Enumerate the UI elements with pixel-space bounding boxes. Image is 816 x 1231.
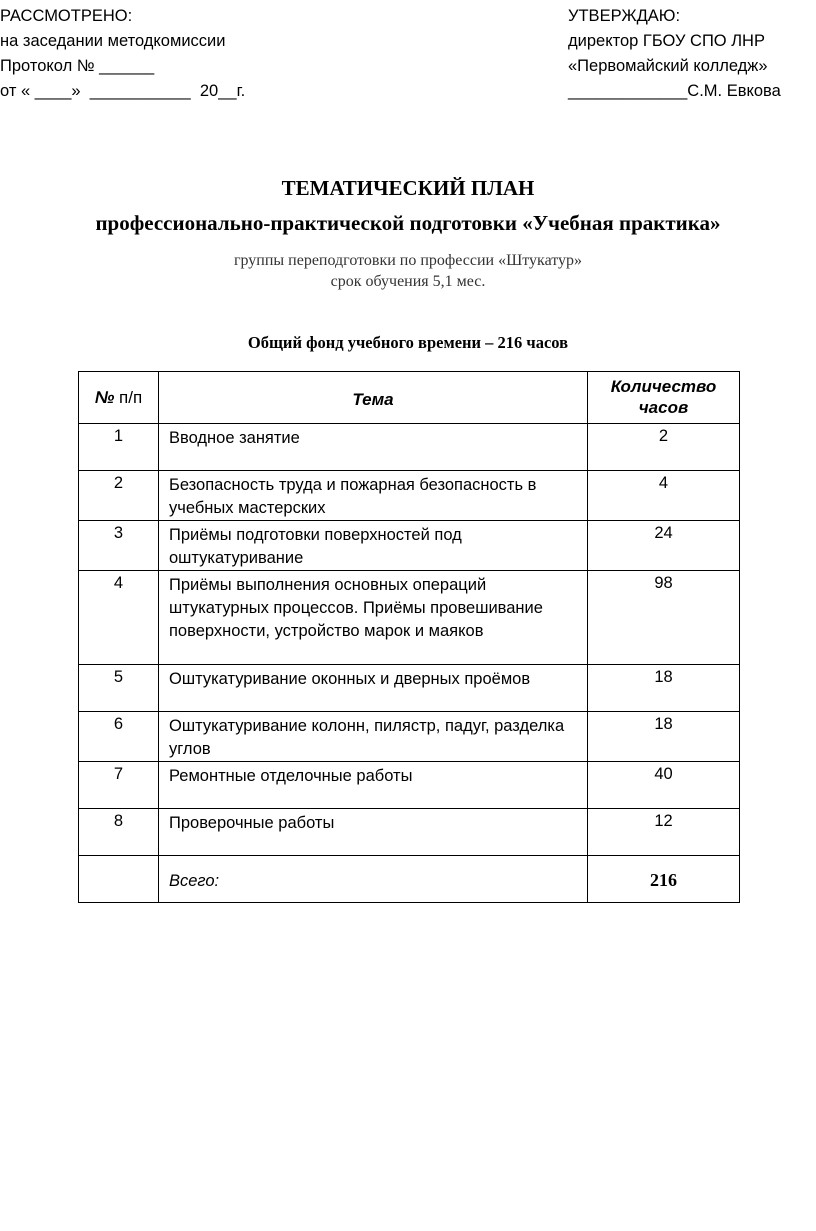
approved-heading: УТВЕРЖДАЮ: bbox=[568, 7, 681, 25]
header-num-suffix: п/п bbox=[114, 387, 143, 407]
row-num: 1 bbox=[79, 424, 159, 471]
row-hours: 24 bbox=[588, 521, 740, 571]
reviewed-date: от « ____» ___________ 20__г. bbox=[0, 82, 246, 100]
reviewed-protocol: Протокол № ______ bbox=[0, 57, 155, 75]
table-row bbox=[79, 762, 740, 809]
table-header-row bbox=[79, 372, 740, 424]
row-topic: Вводное занятие bbox=[159, 424, 588, 471]
table-row bbox=[79, 809, 740, 856]
table-total-row bbox=[79, 856, 740, 903]
row-num: 4 bbox=[79, 571, 159, 665]
duration-line: срок обучения 5,1 мес. bbox=[330, 273, 486, 290]
approval-block-reviewed bbox=[0, 4, 245, 104]
approved-organization: «Первомайский колледж» bbox=[568, 57, 768, 75]
header-num-symbol: № bbox=[94, 387, 115, 407]
table-row bbox=[79, 571, 740, 665]
header-topic: Тема bbox=[159, 372, 588, 424]
total-label: Всего: bbox=[159, 856, 588, 903]
approved-signature: _____________С.М. Евкова bbox=[568, 82, 781, 100]
table-row bbox=[79, 665, 740, 712]
document-title: ТЕМАТИЧЕСКИЙ ПЛАН bbox=[281, 176, 535, 200]
row-topic: Приёмы выполнения основных операций штукатурных процессов. Приёмы провешивание поверхности, устройство марок и маяков bbox=[159, 571, 588, 665]
table-row bbox=[79, 712, 740, 762]
row-topic: Ремонтные отделочные работы bbox=[159, 762, 588, 809]
row-hours: 4 bbox=[588, 471, 740, 521]
table-row bbox=[79, 471, 740, 521]
row-hours: 98 bbox=[588, 571, 740, 665]
total-num-cell bbox=[79, 856, 159, 903]
row-hours: 40 bbox=[588, 762, 740, 809]
header-hours: Количество часов bbox=[588, 372, 740, 424]
table-row bbox=[79, 521, 740, 571]
reviewed-heading: РАССМОТРЕНО: bbox=[0, 7, 133, 25]
reviewed-commission: на заседании методкомиссии bbox=[0, 32, 226, 50]
approval-block-approved bbox=[568, 4, 781, 104]
row-num: 3 bbox=[79, 521, 159, 571]
document-subtitle: профессионально-практической подготовки «Учебная практика» bbox=[95, 211, 721, 235]
row-num: 6 bbox=[79, 712, 159, 762]
row-hours: 2 bbox=[588, 424, 740, 471]
row-num: 2 bbox=[79, 471, 159, 521]
row-topic: Безопасность труда и пожарная безопасность в учебных мастерских bbox=[159, 471, 588, 521]
row-topic: Приёмы подготовки поверхностей под оштукатуривание bbox=[159, 521, 588, 571]
row-num: 7 bbox=[79, 762, 159, 809]
row-num: 5 bbox=[79, 665, 159, 712]
approved-position: директор ГБОУ СПО ЛНР bbox=[568, 32, 765, 50]
row-hours: 18 bbox=[588, 665, 740, 712]
group-line: группы переподготовки по профессии «Штукатур» bbox=[233, 252, 583, 269]
row-num: 8 bbox=[79, 809, 159, 856]
total-value: 216 bbox=[588, 856, 740, 903]
header-num bbox=[79, 372, 159, 424]
table-row bbox=[79, 424, 740, 471]
row-topic: Оштукатуривание колонн, пилястр, падуг, разделка углов bbox=[159, 712, 588, 762]
row-topic: Оштукатуривание оконных и дверных проёмов bbox=[159, 665, 588, 712]
row-topic: Проверочные работы bbox=[159, 809, 588, 856]
total-fund: Общий фонд учебного времени – 216 часов bbox=[247, 333, 569, 352]
thematic-plan-table bbox=[78, 371, 740, 903]
row-hours: 18 bbox=[588, 712, 740, 762]
row-hours: 12 bbox=[588, 809, 740, 856]
